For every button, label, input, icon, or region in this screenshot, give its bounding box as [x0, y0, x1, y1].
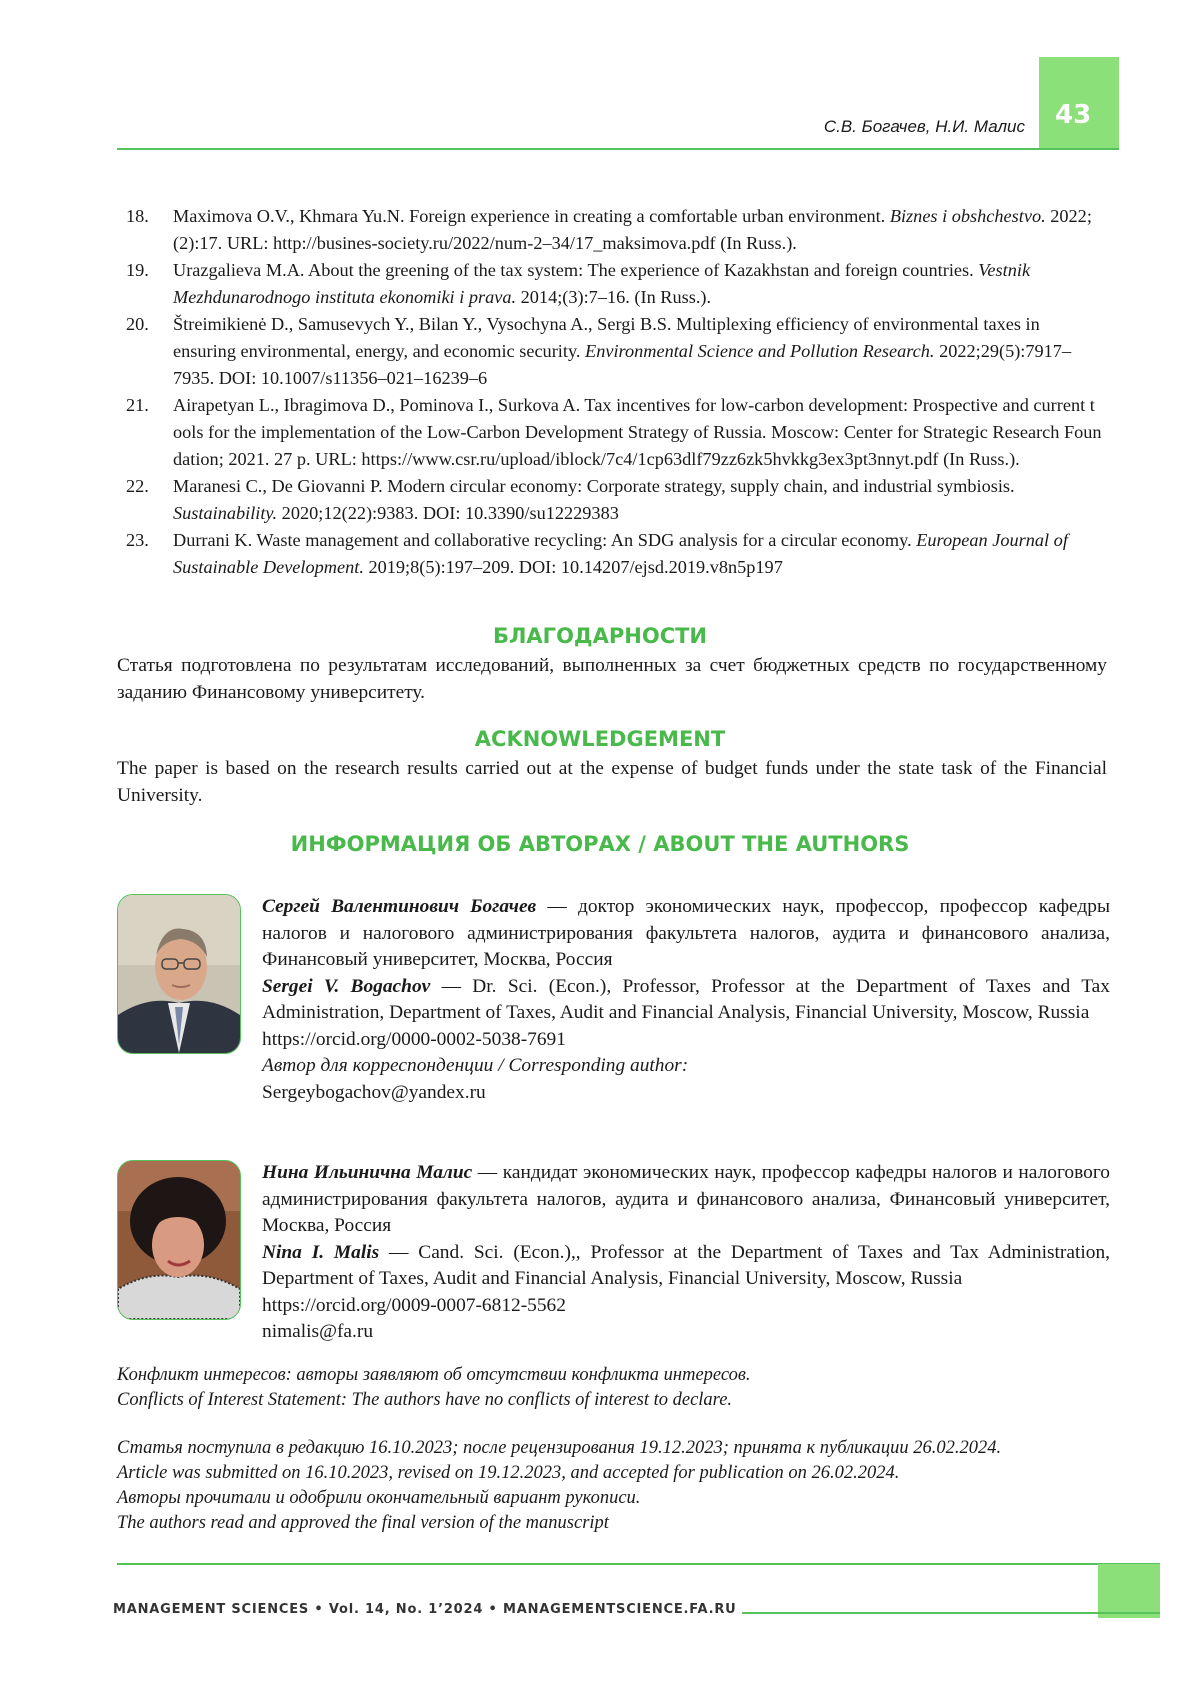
author-name-en: Nina I. Malis: [262, 1241, 380, 1263]
author-photo-malis: [117, 1160, 241, 1320]
running-header-authors: С.В. Богачев, Н.И. Малис: [823, 117, 1025, 136]
acknowledgement-title: ACKNOWLEDGEMENT: [474, 727, 726, 751]
reference-text: Maximova O.V., Khmara Yu.N. Foreign experience in creating a comfortable urban environment.: [173, 206, 890, 226]
footer-bottom-rule: [742, 1612, 1160, 1614]
reference-journal: Biznes i obshchestvo.: [889, 206, 1046, 226]
author-bio-bogachov: [262, 894, 1110, 1106]
author-name-en: Sergei V. Bogachov: [262, 975, 431, 997]
author-bio-malis: [262, 1160, 1110, 1346]
reference-number: 23.: [126, 530, 149, 550]
conflict-en: Conflicts of Interest Statement: The authors have no conflicts of interest to declare.: [117, 1390, 733, 1410]
reference-item: [118, 203, 1103, 257]
reference-text: Maranesi C., De Giovanni P. Modern circular economy: Corporate strategy, supply chain, and industrial symbiosis.: [173, 476, 1015, 496]
reference-tail: 2022;29(5):7917–7935. DOI: 10.1007/s11356–021–16239–6: [173, 341, 1072, 388]
reference-number: 18.: [126, 206, 149, 226]
reference-text: Airapetyan L., Ibragimova D., Pominova I., Surkova A. Tax incentives for low-carbon development: Prospective and current tools for the implementation of the Low-Carbon Development Strategy of Russia. Moscow: Center for Strategic Research Foundation; 2021. 27 p. URL: https://www.csr.ru/upload/iblock/7c4/1cp63dlf79zz6zk5hvkkg3ex3pt3nnyt.pdf (In Russ.).: [173, 395, 1102, 469]
author-orcid-link[interactable]: https://orcid.org/0009-0007-6812-5562: [262, 1294, 566, 1316]
acknowledgement-text: The paper is based on the research results carried out at the expense of budget funds under the state task of the Financial University.: [117, 758, 1107, 806]
references-list: [118, 203, 1103, 581]
footer-journal-info: MANAGEMENT SCIENCES • Vol. 14, No. 1’2024 • MANAGEMENTSCIENCE.FA.RU: [113, 1602, 737, 1617]
author-name-ru: Сергей Валентинович Богачев: [262, 896, 537, 917]
reference-tail: 2019;8(5):197–209. DOI: 10.14207/ejsd.2019.v8n5p197: [363, 557, 783, 577]
gratitude-text: Статья подготовлена по результатам исследований, выполненных за счет бюджетных средств по государственному заданию Финансовому университету.: [117, 655, 1107, 703]
reference-item: [118, 473, 1103, 527]
history-ru: Статья поступила в редакцию 16.10.2023; после рецензирования 19.12.2023; принята к публикации 26.02.2024.: [117, 1438, 1002, 1458]
author-desc-en: — Cand. Sci. (Econ.),, Professor at the Department of Taxes and Tax Administration, Department of Taxes, Audit and Financial Analysis, Financial University, Moscow, Russia: [262, 1241, 1110, 1289]
reference-tail: 2020;12(22):9383. DOI: 10.3390/su12229383: [277, 503, 619, 523]
history-en: Article was submitted on 16.10.2023, revised on 19.12.2023, and accepted for publication on 26.02.2024.: [117, 1463, 900, 1483]
reference-tail: 2014;(3):7–16. (In Russ.).: [516, 287, 712, 307]
reference-item: [118, 392, 1103, 473]
reference-journal: Environmental Science and Pollution Research.: [585, 341, 935, 361]
reference-journal: Vestnik Mezhdunarodnogo instituta ekonomiki i prava.: [173, 260, 1031, 307]
reference-tail: 2022;(2):17. URL: http://busines-society.ru/2022/num-2–34/17_maksimova.pdf (In Russ.).: [173, 206, 1092, 253]
portrait-man-image: [118, 895, 240, 1053]
reference-text: Durrani K. Waste management and collaborative recycling: An SDG analysis for a circular economy.: [173, 530, 917, 550]
conflict-ru: Конфликт интересов: авторы заявляют об отсутствии конфликта интересов.: [117, 1365, 751, 1385]
reference-number: 20.: [126, 314, 149, 334]
footer-top-rule: [117, 1563, 1160, 1565]
approved-ru: Авторы прочитали и одобрили окончательный вариант рукописи.: [117, 1488, 641, 1508]
authors-section-title: ИНФОРМАЦИЯ ОБ АВТОРАХ / ABOUT THE AUTHORS: [290, 832, 910, 856]
reference-number: 19.: [126, 260, 149, 280]
reference-item: [118, 527, 1103, 581]
reference-journal: Sustainability.: [173, 503, 278, 523]
approved-en: The authors read and approved the final version of the manuscript: [117, 1513, 609, 1533]
author-orcid-link[interactable]: https://orcid.org/0000-0002-5038-7691: [262, 1028, 566, 1050]
conflict-of-interest: [117, 1363, 1117, 1413]
author-name-ru: Нина Ильинична Малис: [262, 1162, 473, 1183]
reference-journal: European Journal of Sustainable Development.: [173, 530, 1068, 577]
author-email-link[interactable]: nimalis@fa.ru: [262, 1321, 374, 1342]
reference-number: 22.: [126, 476, 149, 496]
author-desc-en: — Dr. Sci. (Econ.), Professor, Professor at the Department of Taxes and Tax Administration, Department of Taxes, Audit and Financial Analysis, Financial University, Moscow, Russia: [262, 975, 1110, 1023]
author-desc-ru: — доктор экономических наук, профессор, профессор кафедры налогов и налогового администрирования факультета налогов, аудита и финансового анализа, Финансовый университет, Москва, Россия: [262, 896, 1110, 970]
header-rule: [117, 148, 1119, 150]
author-photo-bogachov: [117, 894, 241, 1054]
page-number: 43: [1055, 100, 1092, 130]
footer-corner-box: [1098, 1564, 1160, 1618]
reference-item: [118, 311, 1103, 392]
reference-item: [118, 257, 1103, 311]
article-history: [117, 1436, 1117, 1536]
corresponding-author-label: Автор для корреспонденции / Corresponding author:: [262, 1055, 689, 1076]
portrait-woman-image: [118, 1161, 240, 1319]
author-desc-ru: — кандидат экономических наук, профессор кафедры налогов и налогового администрирования факультета налогов, аудита и финансового анализа, Финансовый университет, Москва, Россия: [262, 1162, 1110, 1236]
reference-text: Urazgalieva M.A. About the greening of the tax system: The experience of Kazakhstan and foreign countries.: [173, 260, 979, 280]
author-email-link[interactable]: Sergeybogachov@yandex.ru: [262, 1081, 486, 1103]
reference-number: 21.: [126, 395, 149, 415]
gratitude-title: БЛАГОДАРНОСТИ: [492, 624, 708, 648]
reference-text: Štreimikienė D., Samusevych Y., Bilan Y., Vysochyna A., Sergi B.S. Multiplexing efficiency of environmental taxes in ensuring environmental, energy, and economic security.: [173, 314, 1040, 361]
